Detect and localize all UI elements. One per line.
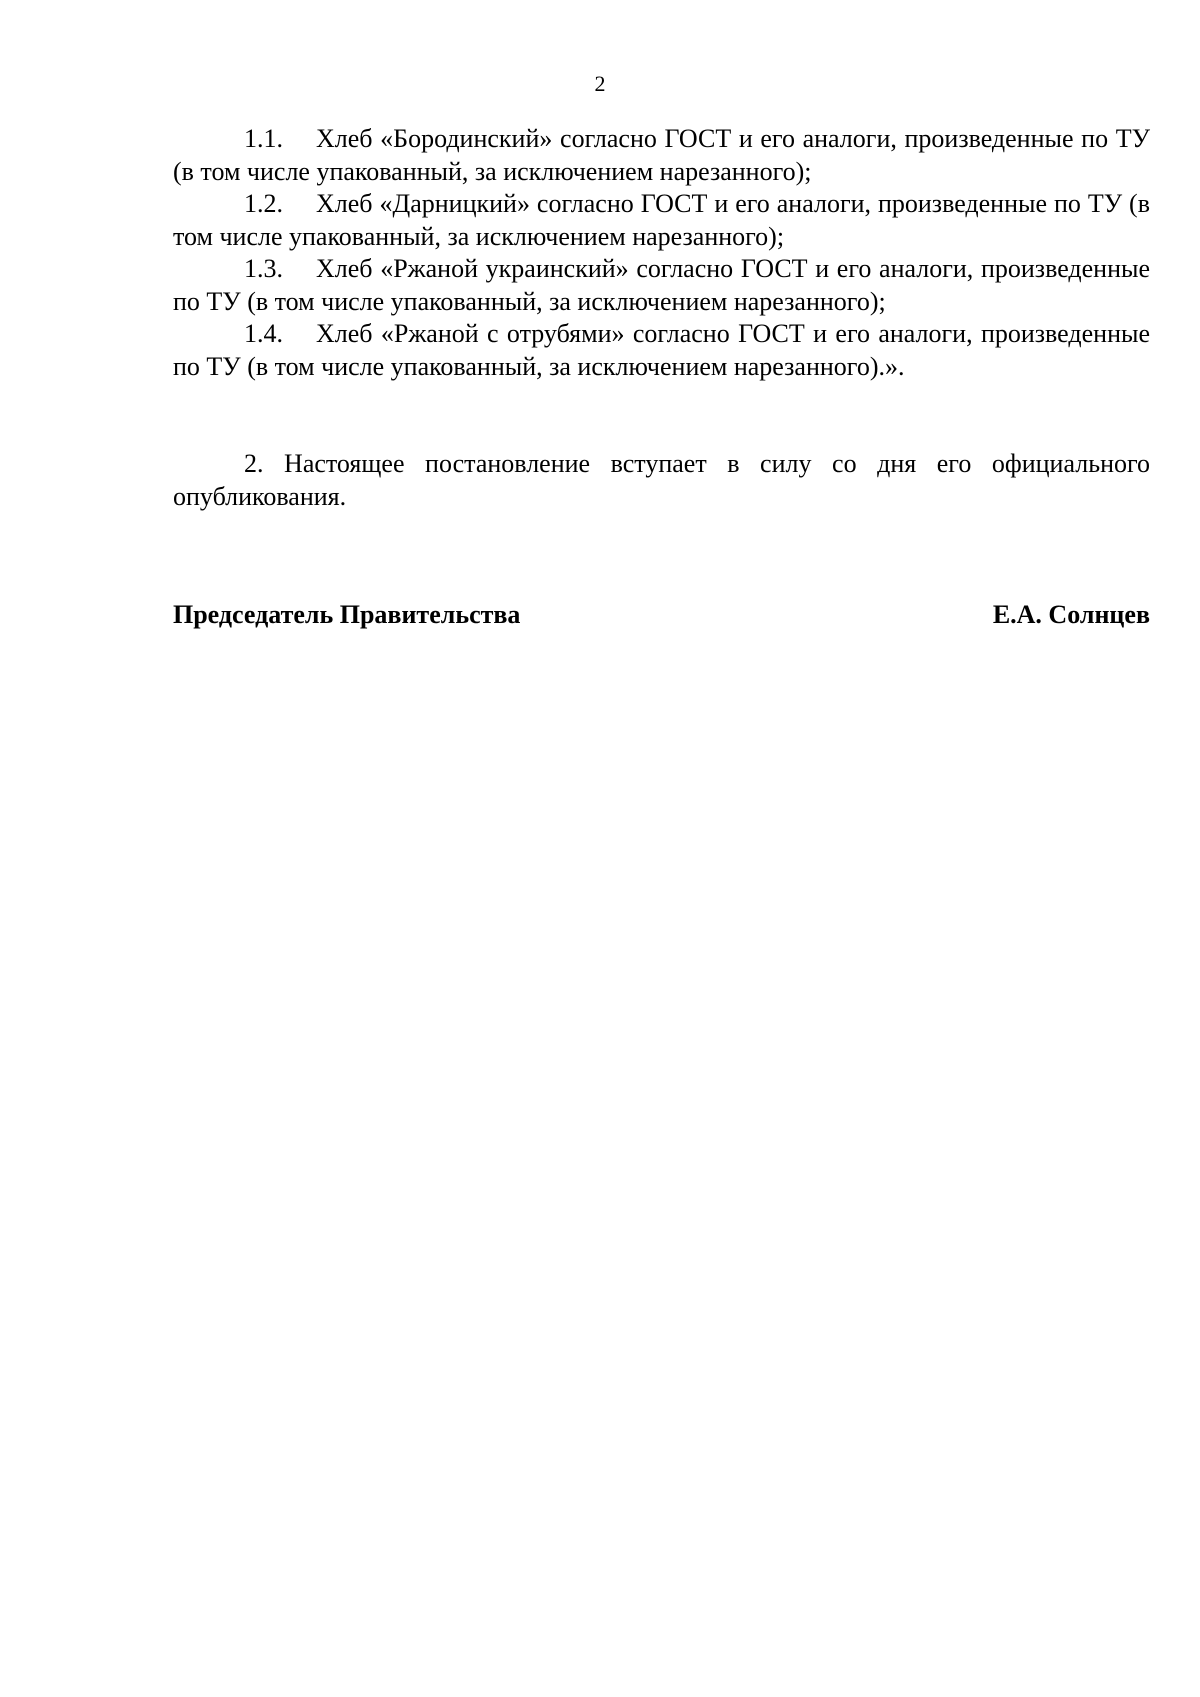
list-item	[173, 318, 1150, 383]
closing-paragraph: 2. Настоящее постановление вступает в силу со дня его официального опубликования.	[173, 449, 1150, 511]
item-text: Хлеб «Дарницкий» согласно ГОСТ и его аналоги, произведенные по ТУ (в том числе упакованный, за исключением нарезанного);	[173, 189, 1150, 251]
signatory-position: Председатель Правительства	[173, 600, 521, 629]
item-text: Хлеб «Ржаной с отрубями» согласно ГОСТ и его аналоги, произведенные по ТУ (в том числе упакованный, за исключением нарезанного).».	[173, 319, 1150, 381]
list-item	[173, 123, 1150, 188]
closing-section	[173, 448, 1150, 513]
page-number: 2	[594, 71, 606, 96]
list-item	[173, 253, 1150, 318]
item-number: 1.2.	[244, 189, 283, 218]
signature-block	[173, 599, 1150, 631]
item-text: Хлеб «Ржаной украинский» согласно ГОСТ и его аналоги, произведенные по ТУ (в том числе упакованный, за исключением нарезанного);	[173, 254, 1150, 316]
item-text: Хлеб «Бородинский» согласно ГОСТ и его аналоги, произведенные по ТУ (в том числе упакованный, за исключением нарезанного);	[173, 124, 1150, 186]
item-number: 1.1.	[244, 124, 283, 153]
list-item	[173, 188, 1150, 253]
item-number: 1.3.	[244, 254, 283, 283]
item-list	[173, 123, 1150, 383]
item-number: 1.4.	[244, 319, 283, 348]
signatory-name: Е.А. Солнцев	[992, 600, 1150, 629]
